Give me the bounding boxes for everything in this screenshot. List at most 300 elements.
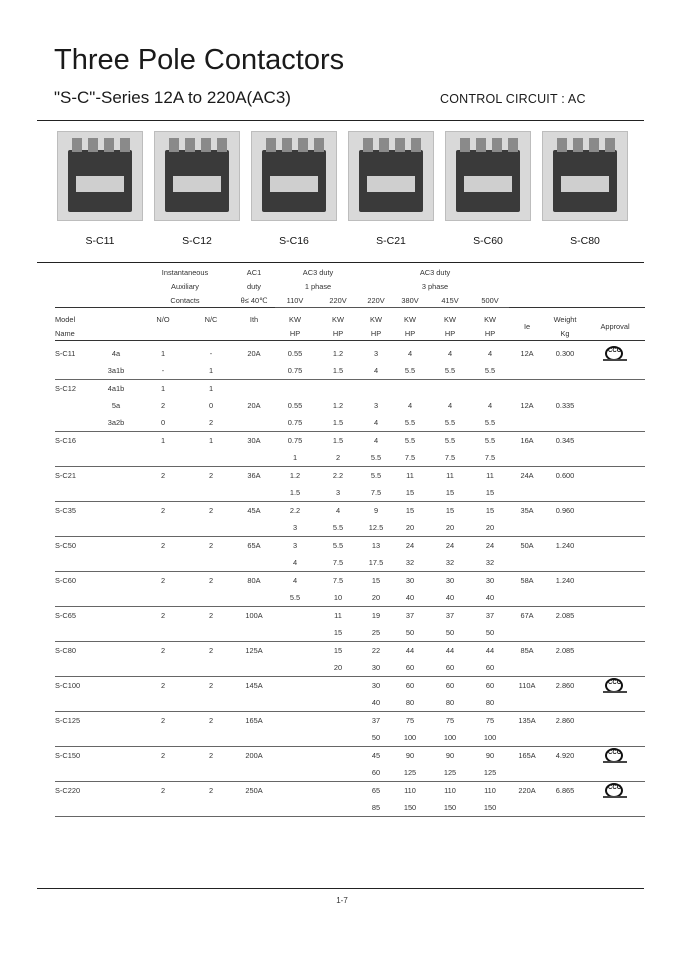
header-kw: KW bbox=[484, 314, 496, 324]
cell-nc bbox=[189, 554, 233, 572]
cell-f: 5.5 bbox=[484, 436, 496, 445]
cell-a bbox=[275, 747, 315, 765]
cell-ith: 20A bbox=[247, 401, 261, 410]
table-row bbox=[55, 432, 645, 450]
product-photo-label: S-C60 bbox=[473, 235, 503, 247]
cell-nc bbox=[189, 624, 233, 642]
cell-c: 40 bbox=[361, 694, 391, 712]
cell-c: 3 bbox=[373, 401, 379, 410]
cell-sub: 3a1b bbox=[95, 362, 137, 380]
cell-ith: 250A bbox=[245, 786, 263, 795]
cell-ith: 125A bbox=[245, 646, 263, 655]
cell-sub bbox=[95, 467, 137, 485]
cell-approval bbox=[585, 467, 645, 485]
cell-w: 4.920 bbox=[555, 751, 575, 760]
cell-sub bbox=[95, 712, 137, 730]
cell-ie: 24A bbox=[520, 471, 534, 480]
cell-model: S-C220 bbox=[55, 786, 81, 795]
cell-f: 125 bbox=[471, 764, 509, 782]
cell-model bbox=[55, 764, 95, 782]
cell-ie: 50A bbox=[520, 541, 534, 550]
cell-nc: 2 bbox=[208, 471, 214, 480]
cell-w bbox=[545, 764, 585, 782]
header-220v-1ph: 220V bbox=[315, 293, 361, 308]
cell-nc bbox=[189, 694, 233, 712]
cell-a: 1.5 bbox=[275, 484, 315, 502]
cell-no bbox=[137, 449, 189, 467]
cell-sub: 4a bbox=[111, 349, 121, 358]
cell-f: 44 bbox=[485, 646, 495, 655]
cell-model bbox=[55, 729, 95, 747]
cell-f: 15 bbox=[485, 506, 495, 515]
cell-e: 5.5 bbox=[444, 436, 456, 445]
cell-nc bbox=[189, 659, 233, 677]
cell-model: S-C12 bbox=[55, 384, 76, 393]
table-row bbox=[55, 519, 645, 537]
table-row bbox=[55, 362, 645, 380]
table-row bbox=[55, 345, 645, 362]
cell-approval bbox=[585, 799, 645, 817]
header-instantaneous: Instantaneous bbox=[161, 267, 209, 277]
cell-approval bbox=[585, 380, 645, 398]
cell-model bbox=[55, 694, 95, 712]
product-photo bbox=[539, 131, 631, 247]
cell-a bbox=[275, 624, 315, 642]
cell-f: 100 bbox=[471, 729, 509, 747]
cell-d: 37 bbox=[405, 611, 415, 620]
cell-sub bbox=[95, 764, 137, 782]
cell-f: 60 bbox=[485, 681, 495, 690]
header-ac1: AC1 bbox=[246, 267, 262, 277]
cell-model bbox=[55, 414, 95, 432]
ccc-mark-icon bbox=[603, 678, 627, 694]
header-kg: Kg bbox=[560, 328, 570, 338]
cell-ith bbox=[233, 799, 275, 817]
cell-d: 90 bbox=[405, 751, 415, 760]
cell-nc bbox=[189, 519, 233, 537]
cell-ie bbox=[509, 449, 545, 467]
cell-model: S-C80 bbox=[55, 646, 76, 655]
cell-c: 4 bbox=[373, 436, 379, 445]
cell-a bbox=[275, 712, 315, 730]
header-ith: Ith bbox=[249, 314, 259, 324]
header-ie: Ie bbox=[523, 321, 531, 331]
cell-a: 3 bbox=[292, 541, 298, 550]
cell-nc bbox=[189, 484, 233, 502]
cell-ith bbox=[233, 589, 275, 607]
cell-c: 37 bbox=[371, 716, 381, 725]
cell-approval bbox=[585, 362, 645, 380]
cell-ith: 65A bbox=[247, 541, 261, 550]
cell-w: 2.860 bbox=[555, 716, 575, 725]
table-row bbox=[55, 414, 645, 432]
cell-ie: 135A bbox=[518, 716, 536, 725]
cell-ith bbox=[233, 659, 275, 677]
cell-e: 5.5 bbox=[429, 362, 471, 380]
cell-b: 7.5 bbox=[332, 576, 344, 585]
cell-e: 150 bbox=[429, 799, 471, 817]
cell-ie: 35A bbox=[520, 506, 534, 515]
cell-b: 2 bbox=[315, 449, 361, 467]
cell-nc bbox=[189, 589, 233, 607]
cell-nc: 2 bbox=[208, 751, 214, 760]
product-photo bbox=[151, 131, 243, 247]
cell-sub bbox=[95, 729, 137, 747]
cell-no: 1 bbox=[160, 349, 166, 358]
cell-d: 7.5 bbox=[391, 449, 429, 467]
cell-c: 20 bbox=[361, 589, 391, 607]
product-photo-label: S-C12 bbox=[182, 235, 212, 247]
cell-sub bbox=[95, 572, 137, 590]
cell-ith: 36A bbox=[247, 471, 261, 480]
cell-w: 2.860 bbox=[555, 681, 575, 690]
cell-b: 1.5 bbox=[315, 362, 361, 380]
cell-a: 0.75 bbox=[275, 362, 315, 380]
cell-ie bbox=[509, 764, 545, 782]
header-rule bbox=[37, 120, 644, 121]
cell-a bbox=[275, 799, 315, 817]
header-kw: KW bbox=[332, 314, 344, 324]
cell-model bbox=[55, 449, 95, 467]
cell-w: 0.300 bbox=[555, 349, 575, 358]
cell-no bbox=[137, 729, 189, 747]
cell-b: 1.5 bbox=[332, 436, 344, 445]
cell-nc: - bbox=[209, 349, 213, 358]
cell-no bbox=[137, 484, 189, 502]
cell-w bbox=[545, 589, 585, 607]
cell-no: 2 bbox=[160, 401, 166, 410]
cell-e: 7.5 bbox=[429, 449, 471, 467]
cell-f: 150 bbox=[471, 799, 509, 817]
table-row bbox=[55, 659, 645, 677]
cell-b bbox=[315, 747, 361, 765]
header-weight: Weight bbox=[553, 314, 577, 324]
cell-ie bbox=[509, 554, 545, 572]
cell-ie bbox=[509, 414, 545, 432]
cell-d: 40 bbox=[391, 589, 429, 607]
cell-d: 15 bbox=[391, 484, 429, 502]
cell-sub bbox=[95, 624, 137, 642]
cell-c: 17.5 bbox=[361, 554, 391, 572]
cell-approval bbox=[585, 502, 645, 520]
cell-approval bbox=[585, 397, 645, 414]
cell-e: 60 bbox=[429, 659, 471, 677]
table-row bbox=[55, 799, 645, 817]
cell-b bbox=[315, 799, 361, 817]
cell-d: 150 bbox=[391, 799, 429, 817]
cell-model: S-C50 bbox=[55, 541, 76, 550]
cell-e: 37 bbox=[445, 611, 455, 620]
cell-w bbox=[545, 380, 585, 398]
cell-w: 1.240 bbox=[555, 576, 575, 585]
cell-ie bbox=[509, 589, 545, 607]
cell-nc: 2 bbox=[208, 506, 214, 515]
cell-ie: 67A bbox=[520, 611, 534, 620]
cell-d: 30 bbox=[405, 576, 415, 585]
cell-approval bbox=[585, 729, 645, 747]
cell-sub bbox=[95, 502, 137, 520]
cell-d: 125 bbox=[391, 764, 429, 782]
cell-f: 4 bbox=[487, 349, 493, 358]
cell-d: 75 bbox=[405, 716, 415, 725]
cell-ith: 165A bbox=[245, 716, 263, 725]
cell-d: 15 bbox=[405, 506, 415, 515]
cell-f: 60 bbox=[471, 659, 509, 677]
cell-e: 24 bbox=[445, 541, 455, 550]
table-row bbox=[55, 537, 645, 555]
cell-a: 3 bbox=[275, 519, 315, 537]
cell-a: 5.5 bbox=[275, 589, 315, 607]
cell-f: 5.5 bbox=[471, 362, 509, 380]
cell-no: 2 bbox=[160, 786, 166, 795]
cell-a: 0.75 bbox=[287, 436, 303, 445]
cell-ith bbox=[233, 519, 275, 537]
header-one-phase: 1 phase bbox=[304, 281, 332, 291]
header-110v: 110V bbox=[275, 293, 315, 308]
ccc-mark-text: CCC bbox=[608, 679, 622, 686]
cell-e: 4 bbox=[447, 401, 453, 410]
cell-ie: 16A bbox=[520, 436, 534, 445]
cell-ie: 85A bbox=[520, 646, 534, 655]
cell-b bbox=[315, 380, 361, 398]
cell-sub bbox=[95, 782, 137, 800]
cell-sub bbox=[95, 589, 137, 607]
cell-no: 2 bbox=[160, 751, 166, 760]
table-row bbox=[55, 484, 645, 502]
cell-approval bbox=[585, 694, 645, 712]
cell-d: 24 bbox=[405, 541, 415, 550]
cell-c: 45 bbox=[371, 751, 381, 760]
cell-sub bbox=[95, 747, 137, 765]
cell-f: 75 bbox=[485, 716, 495, 725]
cell-e: 5.5 bbox=[429, 414, 471, 432]
cell-ith: 45A bbox=[247, 506, 261, 515]
cell-c bbox=[361, 380, 391, 398]
cell-c: 4 bbox=[361, 362, 391, 380]
cell-c: 65 bbox=[371, 786, 381, 795]
cell-nc: 2 bbox=[208, 786, 214, 795]
cell-ie bbox=[509, 659, 545, 677]
cell-c: 12.5 bbox=[361, 519, 391, 537]
cell-a: 1.2 bbox=[289, 471, 301, 480]
table-row bbox=[55, 729, 645, 747]
cell-model: S-C11 bbox=[55, 349, 76, 358]
table-row bbox=[55, 397, 645, 414]
product-photo-label: S-C11 bbox=[85, 235, 115, 247]
cell-no: 2 bbox=[160, 471, 166, 480]
cell-b: 1.2 bbox=[332, 401, 344, 410]
cell-approval bbox=[585, 712, 645, 730]
cell-ith: 200A bbox=[245, 751, 263, 760]
table-row bbox=[55, 677, 645, 695]
table-row bbox=[55, 642, 645, 660]
cell-nc bbox=[189, 449, 233, 467]
cell-c: 50 bbox=[361, 729, 391, 747]
cell-no: 1 bbox=[160, 384, 166, 393]
cell-ie bbox=[509, 362, 545, 380]
cell-approval bbox=[585, 554, 645, 572]
cell-f: 37 bbox=[485, 611, 495, 620]
cell-sub: 5a bbox=[111, 401, 121, 410]
cell-c: 9 bbox=[373, 506, 379, 515]
ccc-mark-text: CCC bbox=[608, 347, 622, 354]
cell-ith bbox=[233, 380, 275, 398]
cell-b: 2.2 bbox=[332, 471, 344, 480]
cell-w: 0.960 bbox=[555, 506, 575, 515]
cell-ith bbox=[233, 414, 275, 432]
cell-sub bbox=[95, 694, 137, 712]
cell-model: S-C65 bbox=[55, 611, 76, 620]
cell-approval bbox=[585, 764, 645, 782]
cell-w bbox=[545, 414, 585, 432]
cell-f: 32 bbox=[471, 554, 509, 572]
cell-approval bbox=[585, 677, 645, 695]
cell-model bbox=[55, 519, 95, 537]
cell-nc bbox=[189, 729, 233, 747]
cell-a: 0.55 bbox=[287, 401, 303, 410]
cell-b: 20 bbox=[315, 659, 361, 677]
cell-ith bbox=[233, 362, 275, 380]
specs-table-header bbox=[55, 265, 645, 345]
cell-ie: 58A bbox=[520, 576, 534, 585]
cell-b: 4 bbox=[335, 506, 341, 515]
cell-no bbox=[137, 694, 189, 712]
cell-model: S-C150 bbox=[55, 751, 81, 760]
cell-ie bbox=[509, 694, 545, 712]
product-image bbox=[251, 131, 337, 221]
cell-e: 4 bbox=[447, 349, 453, 358]
cell-ith: 145A bbox=[245, 681, 263, 690]
cell-f: 80 bbox=[471, 694, 509, 712]
cell-no bbox=[137, 589, 189, 607]
header-220v-3ph: 220V bbox=[361, 293, 391, 308]
cell-b bbox=[315, 782, 361, 800]
cell-a bbox=[275, 380, 315, 398]
header-kw: KW bbox=[289, 314, 301, 324]
cell-e: 90 bbox=[445, 751, 455, 760]
cell-ie: 220A bbox=[518, 786, 536, 795]
product-image bbox=[154, 131, 240, 221]
cell-ith: 80A bbox=[247, 576, 261, 585]
cell-f: 24 bbox=[485, 541, 495, 550]
cell-no: - bbox=[137, 362, 189, 380]
table-row bbox=[55, 554, 645, 572]
cell-c: 3 bbox=[373, 349, 379, 358]
cell-ith bbox=[233, 484, 275, 502]
cell-e: 15 bbox=[445, 506, 455, 515]
cell-ith bbox=[233, 694, 275, 712]
cell-f: 11 bbox=[486, 471, 494, 480]
cell-ith bbox=[233, 624, 275, 642]
cell-f: 50 bbox=[471, 624, 509, 642]
cell-approval bbox=[585, 432, 645, 450]
table-row bbox=[55, 607, 645, 625]
table-row bbox=[55, 572, 645, 590]
header-hp: HP bbox=[289, 328, 301, 338]
cell-model bbox=[55, 589, 95, 607]
cell-approval bbox=[585, 449, 645, 467]
cell-w bbox=[545, 624, 585, 642]
cell-c: 60 bbox=[361, 764, 391, 782]
cell-b: 3 bbox=[315, 484, 361, 502]
cell-e: 50 bbox=[429, 624, 471, 642]
product-photo-label: S-C21 bbox=[376, 235, 406, 247]
cell-ie bbox=[509, 380, 545, 398]
cell-a: 2.2 bbox=[289, 506, 301, 515]
product-image bbox=[445, 131, 531, 221]
table-row bbox=[55, 589, 645, 607]
cell-w bbox=[545, 362, 585, 380]
cell-a: 1 bbox=[275, 449, 315, 467]
cell-ie: 110A bbox=[518, 681, 536, 690]
page-number: 1-7 bbox=[336, 896, 348, 905]
cell-e: 11 bbox=[446, 471, 454, 480]
cell-d: 5.5 bbox=[391, 414, 429, 432]
header-hp: HP bbox=[484, 328, 496, 338]
cell-nc: 1 bbox=[189, 362, 233, 380]
cell-approval bbox=[585, 345, 645, 362]
cell-e: 40 bbox=[429, 589, 471, 607]
cell-w bbox=[545, 554, 585, 572]
product-photo bbox=[248, 131, 340, 247]
header-hp: HP bbox=[404, 328, 416, 338]
cell-w: 2.085 bbox=[555, 611, 575, 620]
cell-w: 6.865 bbox=[555, 786, 575, 795]
cell-no: 1 bbox=[160, 436, 166, 445]
cell-e: 44 bbox=[445, 646, 455, 655]
cell-no: 2 bbox=[160, 716, 166, 725]
cell-w: 0.335 bbox=[555, 401, 575, 410]
product-photo bbox=[442, 131, 534, 247]
header-hp: HP bbox=[444, 328, 456, 338]
cell-b: 5.5 bbox=[315, 519, 361, 537]
cell-model: S-C16 bbox=[55, 436, 76, 445]
cell-a bbox=[275, 782, 315, 800]
product-photo-label: S-C16 bbox=[279, 235, 309, 247]
cell-f: 30 bbox=[485, 576, 495, 585]
cell-e: 15 bbox=[429, 484, 471, 502]
cell-no: 2 bbox=[160, 611, 166, 620]
cell-b: 15 bbox=[315, 624, 361, 642]
header-model: Model bbox=[55, 314, 76, 324]
cell-sub bbox=[95, 799, 137, 817]
cell-ie: 165A bbox=[518, 751, 536, 760]
cell-w bbox=[545, 659, 585, 677]
product-image bbox=[57, 131, 143, 221]
cell-approval bbox=[585, 414, 645, 432]
table-row bbox=[55, 782, 645, 800]
cell-model: S-C100 bbox=[55, 681, 81, 690]
cell-sub bbox=[95, 432, 137, 450]
ccc-mark-text: CCC bbox=[608, 749, 622, 756]
header-temp: θ≤ 40℃ bbox=[240, 295, 268, 305]
cell-model bbox=[55, 397, 95, 414]
ccc-mark-text: CCC bbox=[608, 784, 622, 791]
cell-c: 30 bbox=[371, 681, 381, 690]
cell-d: 110 bbox=[404, 786, 416, 795]
cell-e: 75 bbox=[445, 716, 455, 725]
cell-nc: 2 bbox=[208, 681, 214, 690]
cell-a: 0.75 bbox=[275, 414, 315, 432]
header-three-phase: 3 phase bbox=[421, 281, 449, 291]
header-no: N/O bbox=[156, 314, 170, 324]
cell-w bbox=[545, 799, 585, 817]
cell-e: 60 bbox=[445, 681, 455, 690]
cell-sub bbox=[95, 659, 137, 677]
cell-ie: 12A bbox=[520, 401, 534, 410]
header-ac3-duty-3: AC3 duty bbox=[419, 267, 451, 277]
cell-e: 20 bbox=[429, 519, 471, 537]
